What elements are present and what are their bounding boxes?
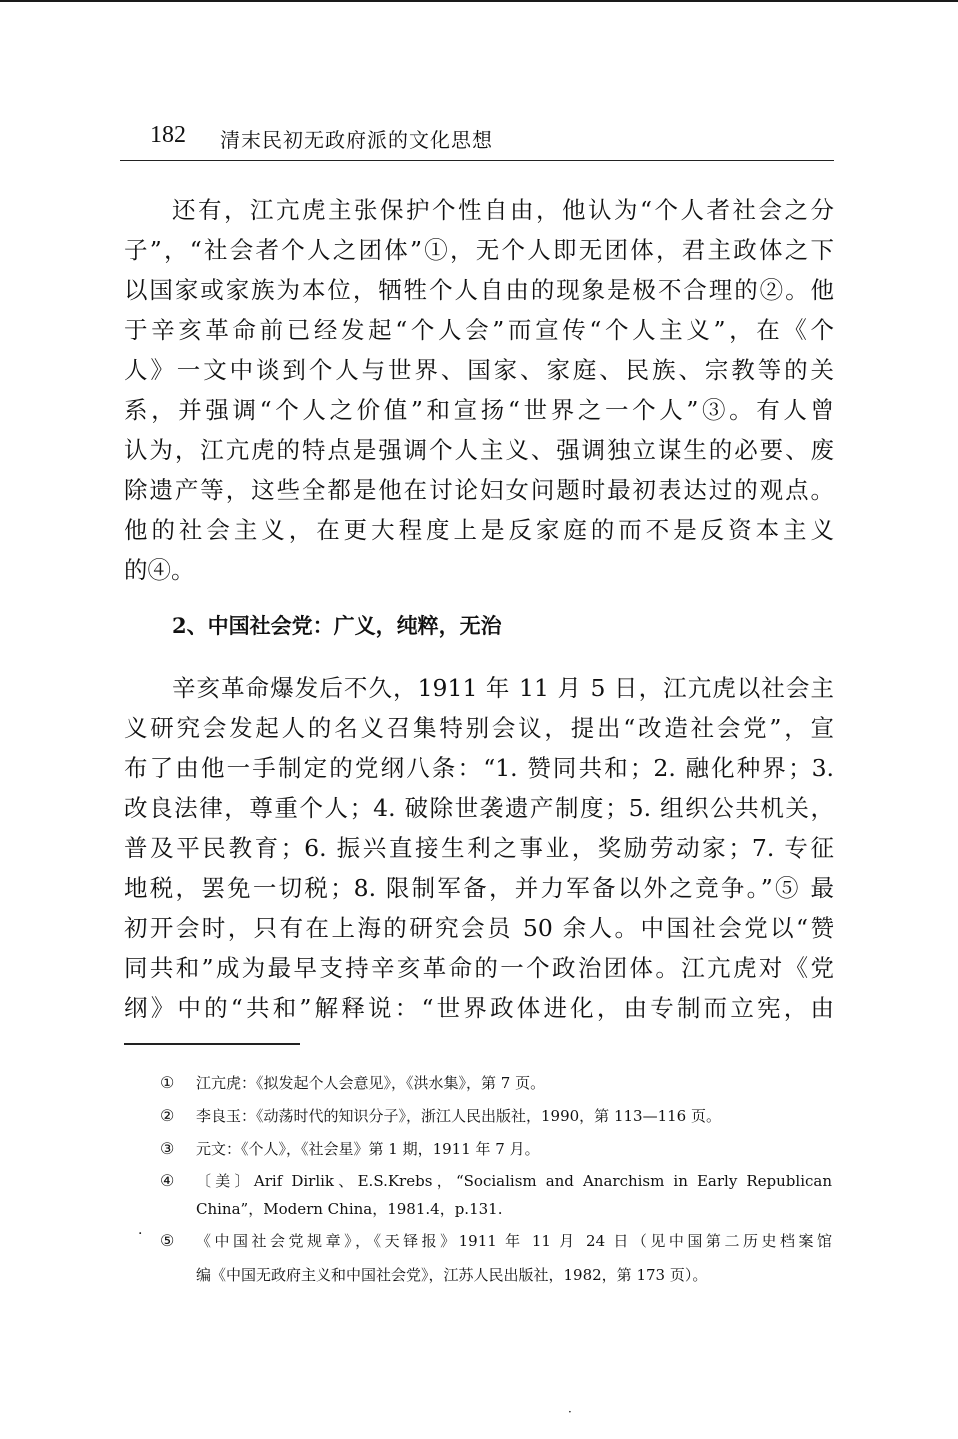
- footnote-text: 元文：《个人》，《社会星》第 1 期，1911 年 7 月。: [196, 1140, 540, 1158]
- footnote-marker: ③: [160, 1139, 175, 1158]
- running-header: [120, 120, 834, 161]
- running-title: 清末民初无政府派的文化思想: [220, 128, 493, 152]
- paragraph-line: 布了由他一手制定的党纲八条：“1. 赞同共和；2. 融化种界；3.: [124, 754, 834, 782]
- paragraph-line: 除遗产等，这些全都是他在讨论妇女问题时最初表达过的观点。: [124, 476, 834, 504]
- footnote-text-continued: China”，Modern China，1981.4，p.131.: [196, 1200, 503, 1218]
- paragraph-line: 人》一文中谈到个人与世界、国家、家庭、民族、宗教等的关: [124, 356, 834, 384]
- paragraph-line: 普及平民教育；6. 振兴直接生利之事业，奖励劳动家；7. 专征: [124, 834, 834, 862]
- scan-speck: ·: [138, 1226, 143, 1242]
- scan-speck: ·: [568, 1405, 572, 1419]
- scan-top-border: [0, 0, 958, 2]
- paragraph-line: 子”，“社会者个人之团体”①，无个人即无团体，君主政体之下: [124, 236, 834, 264]
- paragraph-line: 地税，罢免一切税；8. 限制军备，并力军备以外之竞争。”⑤ 最: [124, 874, 834, 902]
- footnote-marker: ④: [160, 1171, 175, 1190]
- section-subheading: 2、中国社会党：广义，纯粹，无治: [172, 613, 502, 638]
- paragraph-line: 纲》中的“共和”解释说：“世界政体进化，由专制而立宪，由: [124, 994, 834, 1022]
- paragraph-line: 还有，江亢虎主张保护个性自由，他认为“个人者社会之分: [172, 196, 834, 224]
- paragraph-line: 以国家或家族为本位，牺牲个人自由的现象是极不合理的②。他: [124, 276, 834, 304]
- paragraph-line: 辛亥革命爆发后不久，1911 年 11 月 5 日，江亢虎以社会主: [172, 674, 834, 702]
- paragraph-line: 他的社会主义，在更大程度上是反家庭的而不是反资本主义: [124, 516, 834, 544]
- footnote-text: 李良玉：《动荡时代的知识分子》，浙江人民出版社，1990，第 113—116 页。: [196, 1107, 721, 1125]
- page-number: 182: [150, 122, 186, 148]
- footnote-marker: ⑤: [160, 1231, 175, 1250]
- footnote-text: 〔美〕Arif Dirlik、E.S.Krebs，“Socialism and Anarchism in Early Republican: [196, 1172, 832, 1190]
- footnote-marker: ②: [160, 1106, 175, 1125]
- footnote-text: 《中国社会党规章》，《天铎报》1911 年 11 月 24 日（见中国第二历史档案馆: [196, 1232, 832, 1250]
- paragraph-line: 初开会时，只有在上海的研究会员 50 余人。中国社会党以“赞: [124, 914, 834, 942]
- footnote-separator: [124, 1043, 300, 1045]
- footnote-marker: ①: [160, 1073, 175, 1092]
- paragraph-line: 改良法律，尊重个人；4. 破除世袭遗产制度；5. 组织公共机关，: [124, 794, 834, 822]
- paragraph-line: 系，并强调“个人之价值”和宣扬“世界之一个人”③。有人曾: [124, 396, 834, 424]
- paragraph-line: 于辛亥革命前已经发起“个人会”而宣传“个人主义”，在《个: [124, 316, 834, 344]
- footnote-text: 江亢虎：《拟发起个人会意见》，《洪水集》，第 7 页。: [196, 1074, 546, 1092]
- paragraph-line: 义研究会发起人的名义召集特别会议，提出“改造社会党”，宣: [124, 714, 834, 742]
- paragraph-line: 同共和”成为最早支持辛亥革命的一个政治团体。江亢虎对《党: [124, 954, 834, 982]
- footnote-text-continued: 编《中国无政府主义和中国社会党》，江苏人民出版社，1982，第 173 页）。: [196, 1266, 708, 1284]
- paragraph-line: 的④。: [124, 556, 195, 584]
- paragraph-line: 认为，江亢虎的特点是强调个人主义、强调独立谋生的必要、废: [124, 436, 834, 464]
